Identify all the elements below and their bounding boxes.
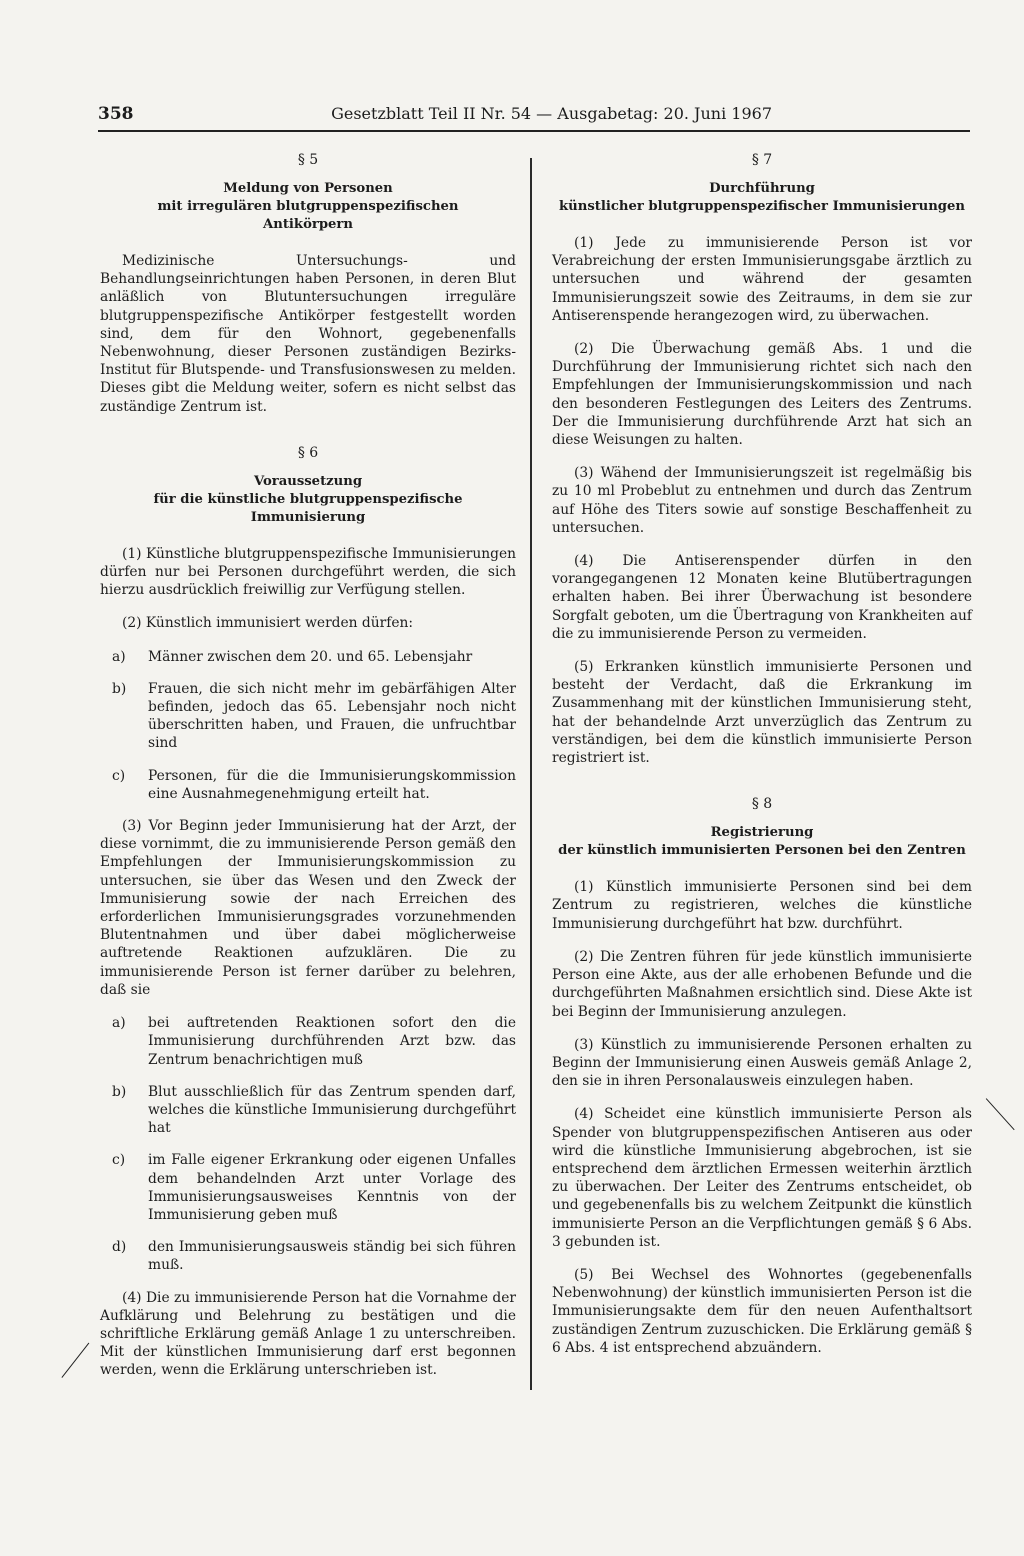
list-item-label: d)	[112, 1239, 127, 1256]
list-item	[112, 1014, 516, 1069]
section-7-paragraph-3: (3) Wähend der Immunisierungszeit ist regelmäßig bis zu 10 ml Probeblut zu entnehmen und durch das Zentrum auf Höhe des Titers sowie auf sonstige Beschaffenheit zu untersuchen.	[552, 465, 972, 536]
section-6-number: § 6	[297, 444, 319, 461]
list-item-label: c)	[112, 1152, 126, 1169]
section-8-paragraph-1: (1) Künstlich immunisierte Personen sind bei dem Zentrum zu registrieren, welches die künstliche Immunisierung durchgeführt hat bzw. durchführt.	[552, 879, 972, 932]
list-item-text: bei auftretenden Reaktionen sofort den die Immunisierung durchführenden Arzt bzw. das Zentrum benachrichtigen muß	[148, 1015, 516, 1068]
section-8-title	[552, 824, 972, 860]
list-item-text: Frauen, die sich nicht mehr im gebärfähigen Alter befinden, jedoch das 65. Lebensjahr noch nicht überschritten haben, und Frauen, die unfruchtbar sind	[148, 680, 516, 752]
section-6-title-line: Voraussetzung	[253, 473, 363, 489]
list-item-label: b)	[112, 680, 127, 697]
list-item-text: Blut ausschließlich für das Zentrum spenden darf, welches die künstliche Immunisierung durchgeführt hat	[148, 1083, 516, 1137]
section-8-paragraph-3: (3) Künstlich zu immunisierende Personen erhalten zu Beginn der Immunisierung einen Ausweis gemäß Anlage 2, den sie in ihren Personalausweis einzulegen haben.	[552, 1036, 972, 1090]
section-7-paragraph-4: (4) Die Antiserenspender dürfen in den vorangegangenen 12 Monaten keine Blutübertragungen erhalten haben. Bei ihrer Überwachung ist besondere Sorgfalt geboten, um die Übertragung von Krankheiten auf die zu immunisierende Person zu vermeiden.	[552, 553, 972, 642]
section-7-paragraph-1: (1) Jede zu immunisierende Person ist vor Verabreichung der ersten Immunisierungsgabe ärztlich zu untersuchen und während der gesamten Immunisierungszeit sowie des Zeitraums, in dem sie zur Antiserenspende herangezogen wird, zu überwachen.	[552, 235, 972, 324]
section-5-text: Medizinische Untersuchungs- und Behandlungseinrichtungen haben Personen, in deren Blut anläßlich von Blutuntersuchungen irreguläre blutgruppenspezifische Antikörper festgestellt worden sind, dem für den Wohnort, gegebenenfalls Nebenwohnung, dieser Personen zuständigen Bezirks-Institut für Blutspende- und Transfusionswesen zu melden. Dieses gibt die Meldung weiter, sofern es nicht selbst das zuständige Zentrum ist.	[100, 253, 516, 415]
section-6-paragraph-3: (3) Vor Beginn jeder Immunisierung hat der Arzt, der diese vornimmt, die zu immunisierende Person gemäß den Empfehlungen der Immunisierungskommission zu untersuchen, sie über das Wesen und den Zweck der Immunisierung sowie der nach Erreichen des erforderlichen Immunisierungsgrades vorzunehmenden Blutentnahmen und über dabei möglicherweise auftretende Reaktionen aufzuklären. Die zu immunisierende Person ist ferner darüber zu belehren, daß sie	[100, 818, 516, 998]
section-8-paragraph-5: (5) Bei Wechsel des Wohnortes (gegebenenfalls Nebenwohnung) der künstlich immunisierten Person ist die Immunisierungsakte dem für den neuen Aufenthaltsort zuständigen Zentrum zuzuschicken. Die Erklärung gemäß § 6 Abs. 4 ist entsprechend abzuändern.	[552, 1266, 972, 1356]
list-item-text: Personen, für die die Immunisierungskommission eine Ausnahmegenehmigung erteilt hat.	[148, 767, 516, 802]
section-6-title	[100, 473, 516, 527]
section-7-paragraph-5: (5) Erkranken künstlich immunisierte Personen und besteht der Verdacht, daß die Erkrankung im Zusammenhang mit der künstlichen Immunisierung steht, hat der behandelnde Arzt unverzüglich das Zentrum zu verständigen, bei dem die künstlich immunisierte Person registriert ist.	[552, 659, 972, 767]
list-item-text: im Falle eigener Erkrankung oder eigenen Unfalles dem behandelnden Arzt unter Vorlage des Immunisierungsausweises Kenntnis von der Immunisierung geben muß	[148, 1152, 516, 1223]
section-7-title-line: künstlicher blutgruppenspezifischer Immunisierungen	[559, 199, 965, 214]
gazette-header-title: Gesetzblatt Teil II Nr. 54 — Ausgabetag: 20. Juni 1967	[331, 104, 772, 123]
margin-pencil-mark	[985, 1098, 1014, 1130]
list-item-label: b)	[112, 1083, 127, 1100]
section-8-title-line: der künstlich immunisierten Personen bei den Zentren	[558, 843, 966, 859]
list-item	[112, 1238, 516, 1274]
section-6-paragraph-1: (1) Künstliche blutgruppenspezifische Immunisierungen dürfen nur bei Personen durchgeführt werden, die sich hierzu ausdrücklich freiwillig zur Verfügung stellen.	[100, 545, 516, 599]
section-8-number: § 8	[751, 796, 773, 813]
section-6-title-line: Immunisierung	[250, 509, 366, 525]
page-number: 358	[98, 104, 134, 124]
list-item-text: den Immunisierungsausweis ständig bei sich führen muß.	[148, 1239, 516, 1274]
section-7-number: § 7	[751, 152, 773, 168]
list-item	[112, 767, 516, 803]
section-5-number: § 5	[297, 152, 319, 168]
list-item-label: a)	[112, 1015, 126, 1032]
left-column	[100, 152, 516, 1395]
section-6-paragraph-2: (2) Künstlich immunisiert werden dürfen:	[122, 615, 414, 632]
section-7-paragraph-2: (2) Die Überwachung gemäß Abs. 1 und die Durchführung der Immunisierung richtet sich nach den Empfehlungen der Immunisierungskommission und nach den besonderen Festlegungen des Leiters des Zentrums. Der die Immunisierung durchführende Arzt hat sich an diese Weisungen zu halten.	[552, 341, 972, 449]
margin-pencil-mark	[61, 1343, 89, 1379]
section-6-title-line: für die künstliche blutgruppenspezifische	[153, 491, 463, 507]
section-6-paragraph-4: (4) Die zu immunisierende Person hat die Vornahme der Aufklärung und Belehrung zu bestätigen und die schriftliche Erklärung gemäß Anlage 1 zu unterschreiben. Mit der künstlichen Immunisierung darf erst begonnen werden, wenn die Erklärung unterschrieben ist.	[100, 1289, 516, 1379]
section-5-title-line: mit irregulären blutgruppenspezifischen	[157, 199, 459, 214]
list-item	[112, 1151, 516, 1224]
list-item	[112, 1083, 516, 1138]
section-7-title	[552, 180, 972, 216]
section-8-title-line: Registrierung	[710, 825, 814, 841]
list-item	[112, 680, 516, 753]
list-item-text: Männer zwischen dem 20. und 65. Lebensjahr	[148, 648, 473, 665]
list-item-label: c)	[112, 767, 126, 784]
right-column	[552, 152, 972, 1372]
section-5-title	[100, 180, 516, 234]
section-7-title-line: Durchführung	[709, 181, 815, 196]
section-5-title-line: Antikörpern	[263, 217, 353, 232]
section-5-title-line: Meldung von Personen	[223, 181, 393, 196]
list-item-label: a)	[112, 648, 126, 665]
section-8-paragraph-2: (2) Die Zentren führen für jede künstlich immunisierte Person eine Akte, aus der alle erhobenen Befunde und die durchgeführten Maßnahmen ersichtlich sind. Diese Akte ist bei Beginn der Immunisierung anzulegen.	[552, 948, 972, 1020]
column-divider	[530, 158, 532, 1390]
list-item	[112, 648, 516, 666]
section-8-paragraph-4: (4) Scheidet eine künstlich immunisierte Person als Spender von blutgruppenspezifischen Antiseren aus oder wird die künstliche Immunisierung abgebrochen, ist sie entsprechend dem ärztlichen Ermessen weiterhin ärztlich zu überwachen. Der Leiter des Zentrums entscheidet, ob und gegebenenfalls bis zu welchem Zeitpunkt die künstlich immunisierte Person an die Verpflichtungen gemäß § 6 Abs. 3 gebunden ist.	[552, 1106, 972, 1250]
page-header	[98, 104, 970, 132]
